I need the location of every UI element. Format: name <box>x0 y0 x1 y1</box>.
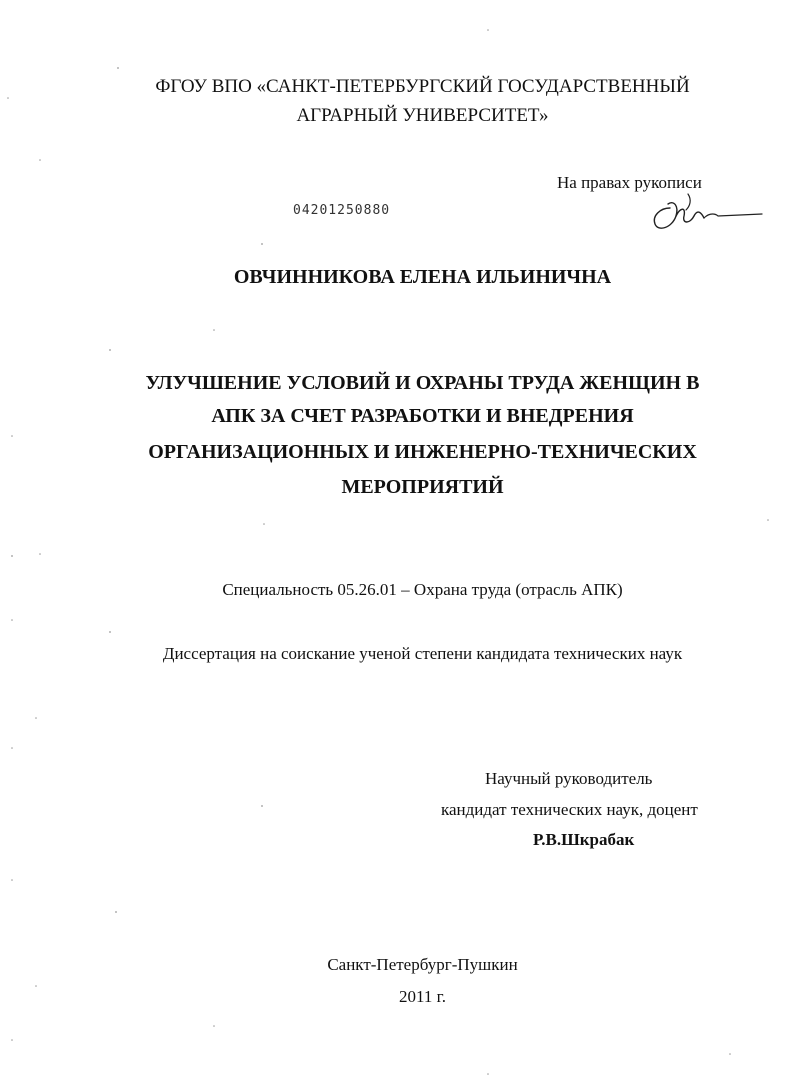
supervisor-role: Научный руководитель <box>485 769 653 788</box>
title-line-3: ОРГАНИЗАЦИОННЫХ И ИНЖЕНЕРНО-ТЕХНИЧЕСКИХ <box>148 441 697 463</box>
title-line-4: МЕРОПРИЯТИЙ <box>341 476 504 498</box>
dissertation-degree: Диссертация на соискание ученой степени кандидата технических наук <box>162 644 683 663</box>
title-line-2: АПК ЗА СЧЕТ РАЗРАБОТКИ И ВНЕДРЕНИЯ <box>211 405 634 427</box>
supervisor-degree: кандидат технических наук, доцент <box>441 800 698 819</box>
handwritten-signature <box>646 186 764 234</box>
supervisor-name: Р.В.Шкрабак <box>533 830 635 849</box>
manuscript-rights-note: На правах рукописи <box>557 173 702 192</box>
catalog-number: 04201250880 <box>293 203 391 218</box>
year: 2011 г. <box>399 987 446 1006</box>
specialty: Специальность 05.26.01 – Охрана труда (отрасль АПК) <box>222 580 623 599</box>
institution-line-1: ФГОУ ВПО «САНКТ-ПЕТЕРБУРГСКИЙ ГОСУДАРСТВЕННЫЙ <box>155 76 690 97</box>
institution-line-2: АГРАРНЫЙ УНИВЕРСИТЕТ» <box>296 105 549 126</box>
city: Санкт-Петербург-Пушкин <box>327 955 518 974</box>
title-line-1: УЛУЧШЕНИЕ УСЛОВИЙ И ОХРАНЫ ТРУДА ЖЕНЩИН В <box>145 372 700 394</box>
author-name: ОВЧИННИКОВА ЕЛЕНА ИЛЬИНИЧНА <box>233 266 612 288</box>
